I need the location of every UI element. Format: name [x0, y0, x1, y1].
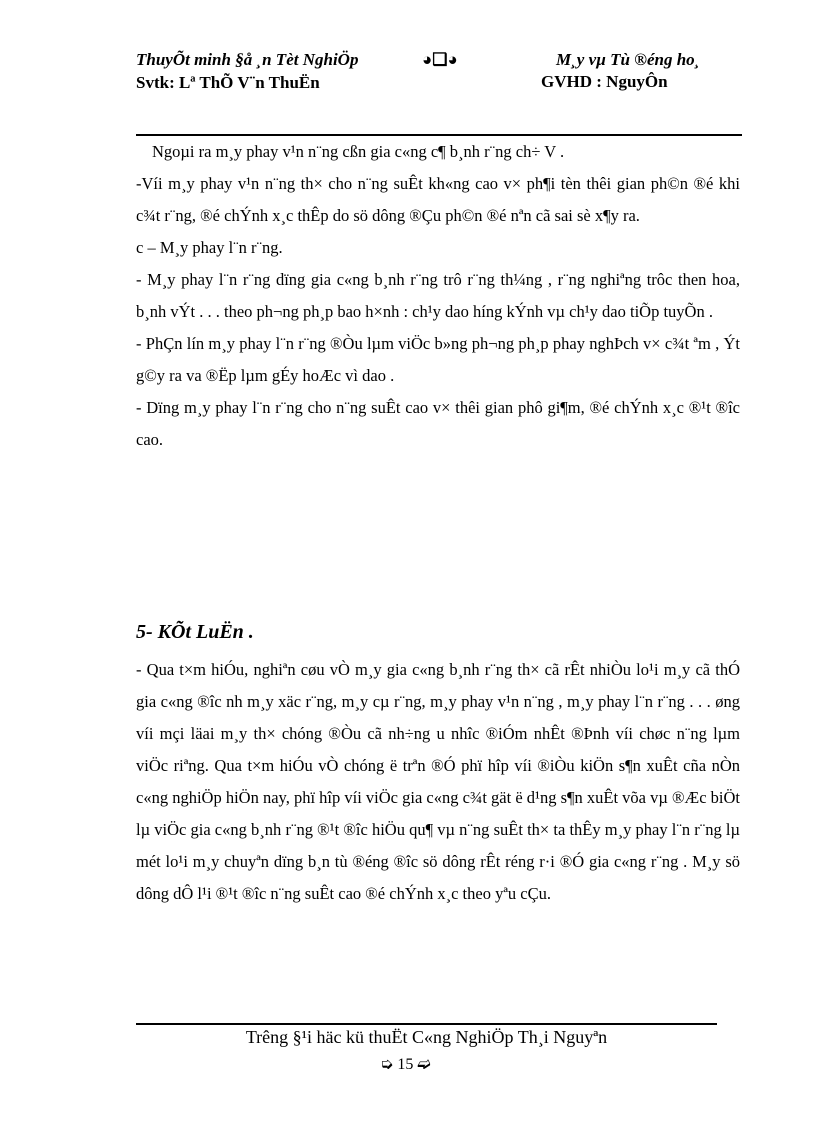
body-paragraph: - PhÇn lín m¸y phay l¨n r¨ng ®Òu lµm viÖc b»ng ph¬ng ph¸p phay nghÞch v× c¾t ªm , Ýt g©y ra va ®Ëp lµm gÉy hoÆc vì dao . [136, 334, 740, 385]
body-paragraph: - Dïng m¸y phay l¨n r¨ng cho n¨ng suÊt cao v× thêi gian phô gi¶m, ®é chÝnh x¸c ®¹t ®îc cao. [136, 398, 740, 449]
body-section [136, 136, 740, 456]
header-document-title: ThuyÕt minh §å ¸n Tèt NghiÖp [136, 50, 359, 69]
conclusion-paragraph: - Qua t×m hiÓu, nghiªn cøu vÒ m¸y gia c«ng b¸nh r¨ng th× cã rÊt nhiÒu lo¹i m¸y cã thÓ gia c«ng ®îc nh m¸y xäc r¨ng, m¸y cµ r¨ng, m¸y phay v¹n n¨ng , m¸y phay l¨n r¨ng . . . øng víi mçi läai m¸y th× chóng ®Òu cã nh÷ng u nhîc ®iÓm nhÊt ®Þnh víi chøc n¨ng lµm viÖc riªng. Qua t×m hiÓu vÒ chóng ë trªn ®Ó phï hîp víi ®iÒu kiÖn s¶n xuÊt cña nÒn c«ng nghiÖp hiÖn nay, phï hîp víi viÖc gia c«ng c¾t gät ë d¹ng s¶n xuÊt võa vµ ®Æc biÖt lµ viÖc gia c«ng b¸nh r¨ng ®¹t ®îc hiÖu qu¶ vµ n¨ng suÊt th× ta thÊy m¸y phay l¨n r¨ng lµ mét lo¹i m¸y chuyªn dïng b¸n tù ®éng ®îc sö dông rÊt réng r·i ®Ó gia c«ng r¨ng . M¸y sö dông dÔ l¹i ®¹t ®îc n¨ng suÊt cao ®é chÝnh x¸c theo yªu cÇu. [136, 660, 740, 903]
body-paragraph: -Víi m¸y phay v¹n n¨ng th× cho n¨ng suÊt kh«ng cao v× ph¶i tèn thêi gian ph©n ®é khi c¾t r¨ng, ®é chÝnh x¸c thÊp do sö dông ®Çu ph©n ®é nªn cã sai sè x¶y ra. [136, 174, 740, 225]
header-department: M¸y vµ Tù ®éng ho¸ [556, 50, 701, 69]
header-student: Svtk: Lª ThÕ V¨n ThuËn [136, 73, 320, 92]
page-number: ➭ 15 ➫ [380, 1056, 431, 1073]
body-paragraph: Ngoµi ra m¸y phay v¹n n¨ng cßn gia c«ng c¶ b¸nh r¨ng ch÷ V . [152, 142, 565, 161]
conclusion-heading: 5- KÕt LuËn . [136, 621, 254, 643]
header-advisor: GVHD : NguyÔn [541, 72, 668, 91]
header-ornament-icon: ◕❑◕ [422, 50, 458, 69]
footer-divider [136, 1023, 717, 1025]
body-paragraph: - M¸y phay l¨n r¨ng dïng gia c«ng b¸nh r¨ng trô r¨ng th¼ng , r¨ng nghiªng trôc then hoa, b¸nh vÝt . . . theo ph¬ng ph¸p bao h×nh : ch¹y dao híng kÝnh vµ ch¹y dao tiÕp tuyÕn . [136, 270, 740, 321]
subsection-heading: c – M¸y phay l¨n r¨ng. [136, 238, 283, 257]
footer-school: Trêng §¹i häc kü thuËt C«ng NghiÖp Th¸i Nguyªn [245, 1027, 608, 1047]
conclusion-section [136, 654, 740, 910]
